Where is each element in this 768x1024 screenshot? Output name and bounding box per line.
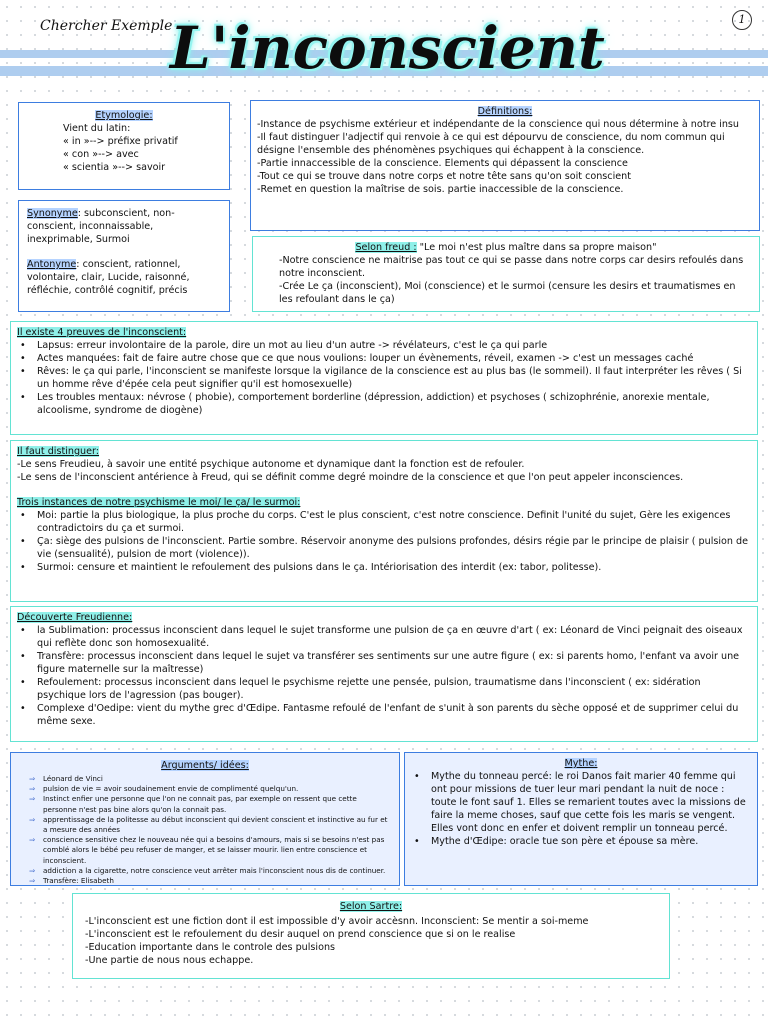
sartre-line: -Une partie de nous nous echappe. (85, 955, 254, 966)
preuves-box (10, 321, 758, 435)
etymologie-line: « in »--> préfixe privatif (63, 136, 178, 147)
antonyme-text: : conscient, rationnel, volontaire, clair, Lucide, raisonné, réfléchie, contrôlé cognitif, précis (27, 259, 190, 296)
decouverte-box (10, 606, 758, 742)
preuve-item: • Rêves: le ça qui parle, l'inconscient se manifeste lorsque la vigilance de la conscience est au plus bas (le sommeil). Il faut interpréter les rêves ( Si un homme rêve d'épée cela peut signifier qu'il est homosexuelle) (17, 365, 751, 391)
decouverte-item: • Refoulement: processus inconscient dans lequel le psychisme rejette une pensée, pulsion, traumatisme dans l'inconscient ( ex: sidération psychique lors de l'agression (pas bouger). (17, 676, 751, 702)
etymologie-title: Etymologie: (95, 110, 153, 121)
sartre-title: Selon Sartre: (339, 901, 403, 912)
argument-item: ⇒ conscience sensitive chez le nouveau née qui a besoins d'amours, mais si se besoins n'est pas comblé alors le bébé peu refuser de manger, et se laisser mourir. lien entre conscience et inconscient. (29, 835, 391, 866)
sartre-line: -L'inconscient est une fiction dont il est impossible d'y avoir accèsnn. Inconscient: Se mentir a soi-meme (85, 916, 589, 927)
arguments-box (10, 752, 400, 886)
synonyme-antonyme-box (18, 200, 230, 312)
preuve-item: • Lapsus: erreur involontaire de la parole, dire un mot au lieu d'un autre -> révélateurs, c'est le ça qui parle (17, 339, 751, 352)
antonyme-label: Antonyme (27, 259, 77, 270)
argument-item: ⇒ apprentissage de la politesse au début inconscient qui devient conscient et instinctive au fur et a mesure des années (29, 815, 391, 835)
preuves-title: Il existe 4 preuves de l'inconscient: (17, 327, 187, 338)
definitions-title: Définitions: (477, 106, 533, 117)
sartre-line: -Education importante dans le controle des pulsions (85, 942, 336, 953)
decouverte-title: Découverte Freudienne: (17, 612, 133, 623)
synonyme-text: : subconscient, non-conscient, inconnaissable, inexprimable, Surmoi (27, 208, 175, 245)
decouverte-item: • la Sublimation: processus inconscient dans lequel le sujet transforme une pulsion de ça en œuvre d'art ( ex: Léonard de Vinci peignait des oiseaux qui reflète donc son homosexualité. (17, 624, 751, 650)
definition-item: -Partie innaccessible de la conscience. Elements qui dépassent la conscience (257, 158, 628, 169)
distinguer-box (10, 440, 758, 602)
definition-item: -Instance de psychisme extérieur et indépendante de la conscience qui nous détermine à notre insu (257, 119, 739, 130)
etymologie-line: « con »--> avec (63, 149, 139, 160)
argument-item: ⇒ pulsion de vie = avoir soudainement envie de complimenté quelqu'un. (29, 784, 391, 794)
mythe-item: • Mythe d'Œdipe: oracle tue son père et épouse sa mère. (411, 835, 751, 848)
freud-line: -Crée Le ça (inconscient), Moi (conscience) et le surmoi (censure les desirs et traumatismes en les refoulant dans le ça) (279, 281, 736, 305)
freud-box (252, 236, 760, 312)
preuve-item: • Actes manquées: fait de faire autre chose que ce que nous voulions: louper un évènements, réveil, examen -> c'est un messages caché (17, 352, 751, 365)
argument-item: ⇒ Transfère: Elisabeth (29, 876, 391, 886)
synonyme-block (27, 207, 221, 246)
decouverte-item: • Complexe d'Oedipe: vient du mythe grec d'Œdipe. Fantasme refoulé de l'enfant de s'unit à son parents du sèche opposé et de supprimer celui du même sexe. (17, 702, 751, 728)
distinguer-item: -Le sens de l'inconscient antérience à Freud, qui se définit comme degré moindre de la conscience et que l'on peut appeler inconsciences. (17, 472, 684, 483)
definition-item: -Il faut distinguer l'adjectif qui renvoie à ce qui est dépourvu de conscience, du nom commun qui désigne l'ensemble des phénomènes psychiques qui échappent à la conscience. (257, 132, 725, 156)
page-title: L'inconscient (170, 14, 605, 82)
freud-title: Selon freud : (355, 242, 417, 253)
preuve-item: • Les troubles mentaux: névrose ( phobie), comportement borderline (dépression, addiction) et psychoses ( schizophrénie, anorexie mentale, alcoolisme, syndrome de diogène) (17, 391, 751, 417)
etymologie-line: Vient du latin: (63, 123, 131, 134)
etymologie-line: « scientia »--> savoir (63, 162, 166, 173)
freud-line: -Notre conscience ne maitrise pas tout ce qui se passe dans notre corps car desirs refoulés dans notre inconscient. (279, 255, 744, 279)
definition-item: -Remet en question la maîtrise de sois. partie inaccessible de la conscience. (257, 184, 624, 195)
antonyme-block (27, 258, 221, 297)
synonyme-label: Synonyme (27, 208, 78, 219)
instance-item: • Ça: siège des pulsions de l'inconscient. Partie sombre. Réservoir anonyme des pulsions profondes, désirs régie par le principe de plaisir ( pulsion de vie (sensualité), pulsion de mort (violence)). (17, 535, 751, 561)
argument-item: ⇒ Instinct enfier une personne que l'on ne connait pas, par exemple on ressent que cette personne n'est pas bine alors qu'on la connait pas. (29, 794, 391, 814)
instance-item: • Surmoi: censure et maintient le refoulement des pulsions dans le ça. Intériorisation des interdit (ex: tabor, politesse). (17, 561, 751, 574)
freud-quote: "Le moi n'est plus maître dans sa propre maison" (416, 242, 657, 253)
corner-label: Chercher Exemple (40, 18, 173, 34)
definitions-box (250, 100, 760, 231)
decouverte-item: • Transfère: processus inconscient dans lequel le sujet va transférer ses sentiments sur une autre figure ( ex: si parents homo, l'enfant va avoir une figure maternelle sur la maîtresse) (17, 650, 751, 676)
page-number: 1 (732, 10, 752, 30)
mythe-item: • Mythe du tonneau percé: le roi Danos fait marier 40 femme qui ont pour missions de tuer leur mari pendant la nuit de noce : toute le font sauf 1. Elles se remarient toutes avec la missions de faire la meme choses, sauf que cette fois les maris se vengent. Elles vont donc en enfer et doivent remplir un tonneau percé. (411, 770, 751, 835)
argument-item: ⇒ addiction a la cigarette, notre conscience veut arrêter mais l'inconscient nous dis de continuer. (29, 866, 391, 876)
sartre-line: -L'inconscient est le refoulement du desir auquel on prend conscience que si on le realise (85, 929, 516, 940)
instance-item: • Moi: partie la plus biologique, la plus proche du corps. C'est le plus conscient, c'est notre conscience. Definit l'unité du sujet, Gère les exigences contradictoirs du ça et surmoi. (17, 509, 751, 535)
mythe-title: Mythe: (564, 758, 598, 769)
sartre-box (72, 893, 670, 979)
definition-item: -Tout ce qui se trouve dans notre corps et notre tête sans qu'on soit conscient (257, 171, 631, 182)
mythe-box (404, 752, 758, 886)
instances-title: Trois instances de notre psychisme le moi/ le ça/ le surmoi: (17, 497, 301, 508)
argument-item: ⇒ Léonard de Vinci (29, 774, 391, 784)
etymologie-box (18, 102, 230, 190)
distinguer-item: -Le sens Freudieu, à savoir une entité psychique autonome et dynamique dant la fonction est de refouler. (17, 459, 525, 470)
arguments-title: Arguments/ idées: (161, 760, 249, 771)
distinguer-title: Il faut distinguer: (17, 446, 100, 457)
